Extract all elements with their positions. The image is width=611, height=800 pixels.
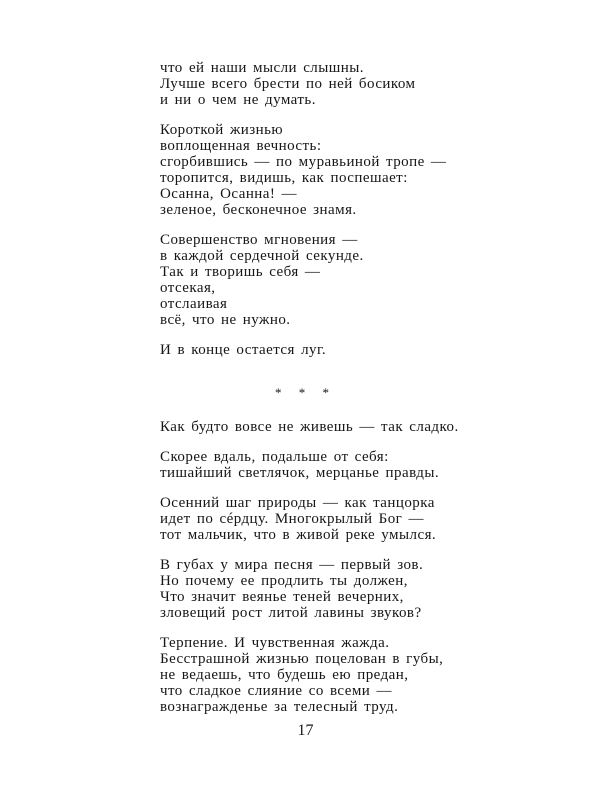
stanza [160, 232, 580, 328]
verse-line: зеленое, бесконечное знамя. [160, 202, 357, 218]
stanza [160, 419, 580, 435]
verse-line: всё, что не нужно. [160, 312, 291, 328]
verse-line: и ни о чем не думать. [160, 92, 316, 108]
verse-line: Осенний шаг природы — как танцорка [160, 495, 435, 511]
verse-line: торопится, видишь, как поспешает: [160, 170, 408, 186]
stanza [160, 449, 580, 481]
verse-line: Бесстрашной жизнью поцелован в губы, [160, 651, 444, 667]
verse-line: Осанна, Осанна! — [160, 186, 297, 202]
verse-line: Лучше всего брести по ней босиком [160, 76, 416, 92]
poem-continuation [160, 60, 580, 358]
verse-line: И в конце остается луг. [160, 342, 327, 358]
verse-line: Но почему ее продлить ты должен, [160, 573, 408, 589]
stanza [160, 495, 580, 543]
verse-line: Что значит веянье теней вечерних, [160, 589, 404, 605]
page-text [160, 60, 580, 729]
verse-line: тот мальчик, что в живой реке умылся. [160, 527, 437, 543]
stanza [160, 122, 580, 218]
stanza [160, 557, 580, 621]
stanza [160, 60, 580, 108]
poem-next [160, 419, 580, 715]
verse-line: тишайший светлячок, мерцанье правды. [160, 465, 440, 481]
verse-line: В губах у мира песня — первый зов. [160, 557, 424, 573]
verse-line: не ведаешь, что будешь ею предан, [160, 667, 409, 683]
verse-line: Так и творишь себя — [160, 264, 321, 280]
verse-line: Скорее вдаль, подальше от себя: [160, 449, 389, 465]
verse-line: сгорбившись — по муравьиной тропе — [160, 154, 447, 170]
page-number: 17 [297, 722, 314, 739]
verse-line: Терпение. И чувственная жажда. [160, 635, 390, 651]
verse-line: вознагражденье за телесный труд. [160, 699, 399, 715]
verse-line: отслаивая [160, 296, 228, 312]
stanza [160, 342, 580, 358]
verse-line: зловещий рост литой лавины звуков? [160, 605, 422, 621]
verse-line: отсекая, [160, 280, 216, 296]
verse-line: в каждой сердечной секунде. [160, 248, 364, 264]
verse-line: Совершенство мгновения — [160, 232, 358, 248]
stanza [160, 635, 580, 715]
section-separator: * * * [275, 385, 335, 400]
verse-line: Как будто вовсе не живешь — так сладко. [160, 419, 459, 435]
verse-line: что сладкое слияние со всеми — [160, 683, 392, 699]
verse-line: идет по сéрдцу. Многокрылый Бог — [160, 511, 424, 527]
verse-line: что ей наши мысли слышны. [160, 60, 364, 76]
verse-line: воплощенная вечность: [160, 138, 322, 154]
verse-line: Короткой жизнью [160, 122, 284, 138]
